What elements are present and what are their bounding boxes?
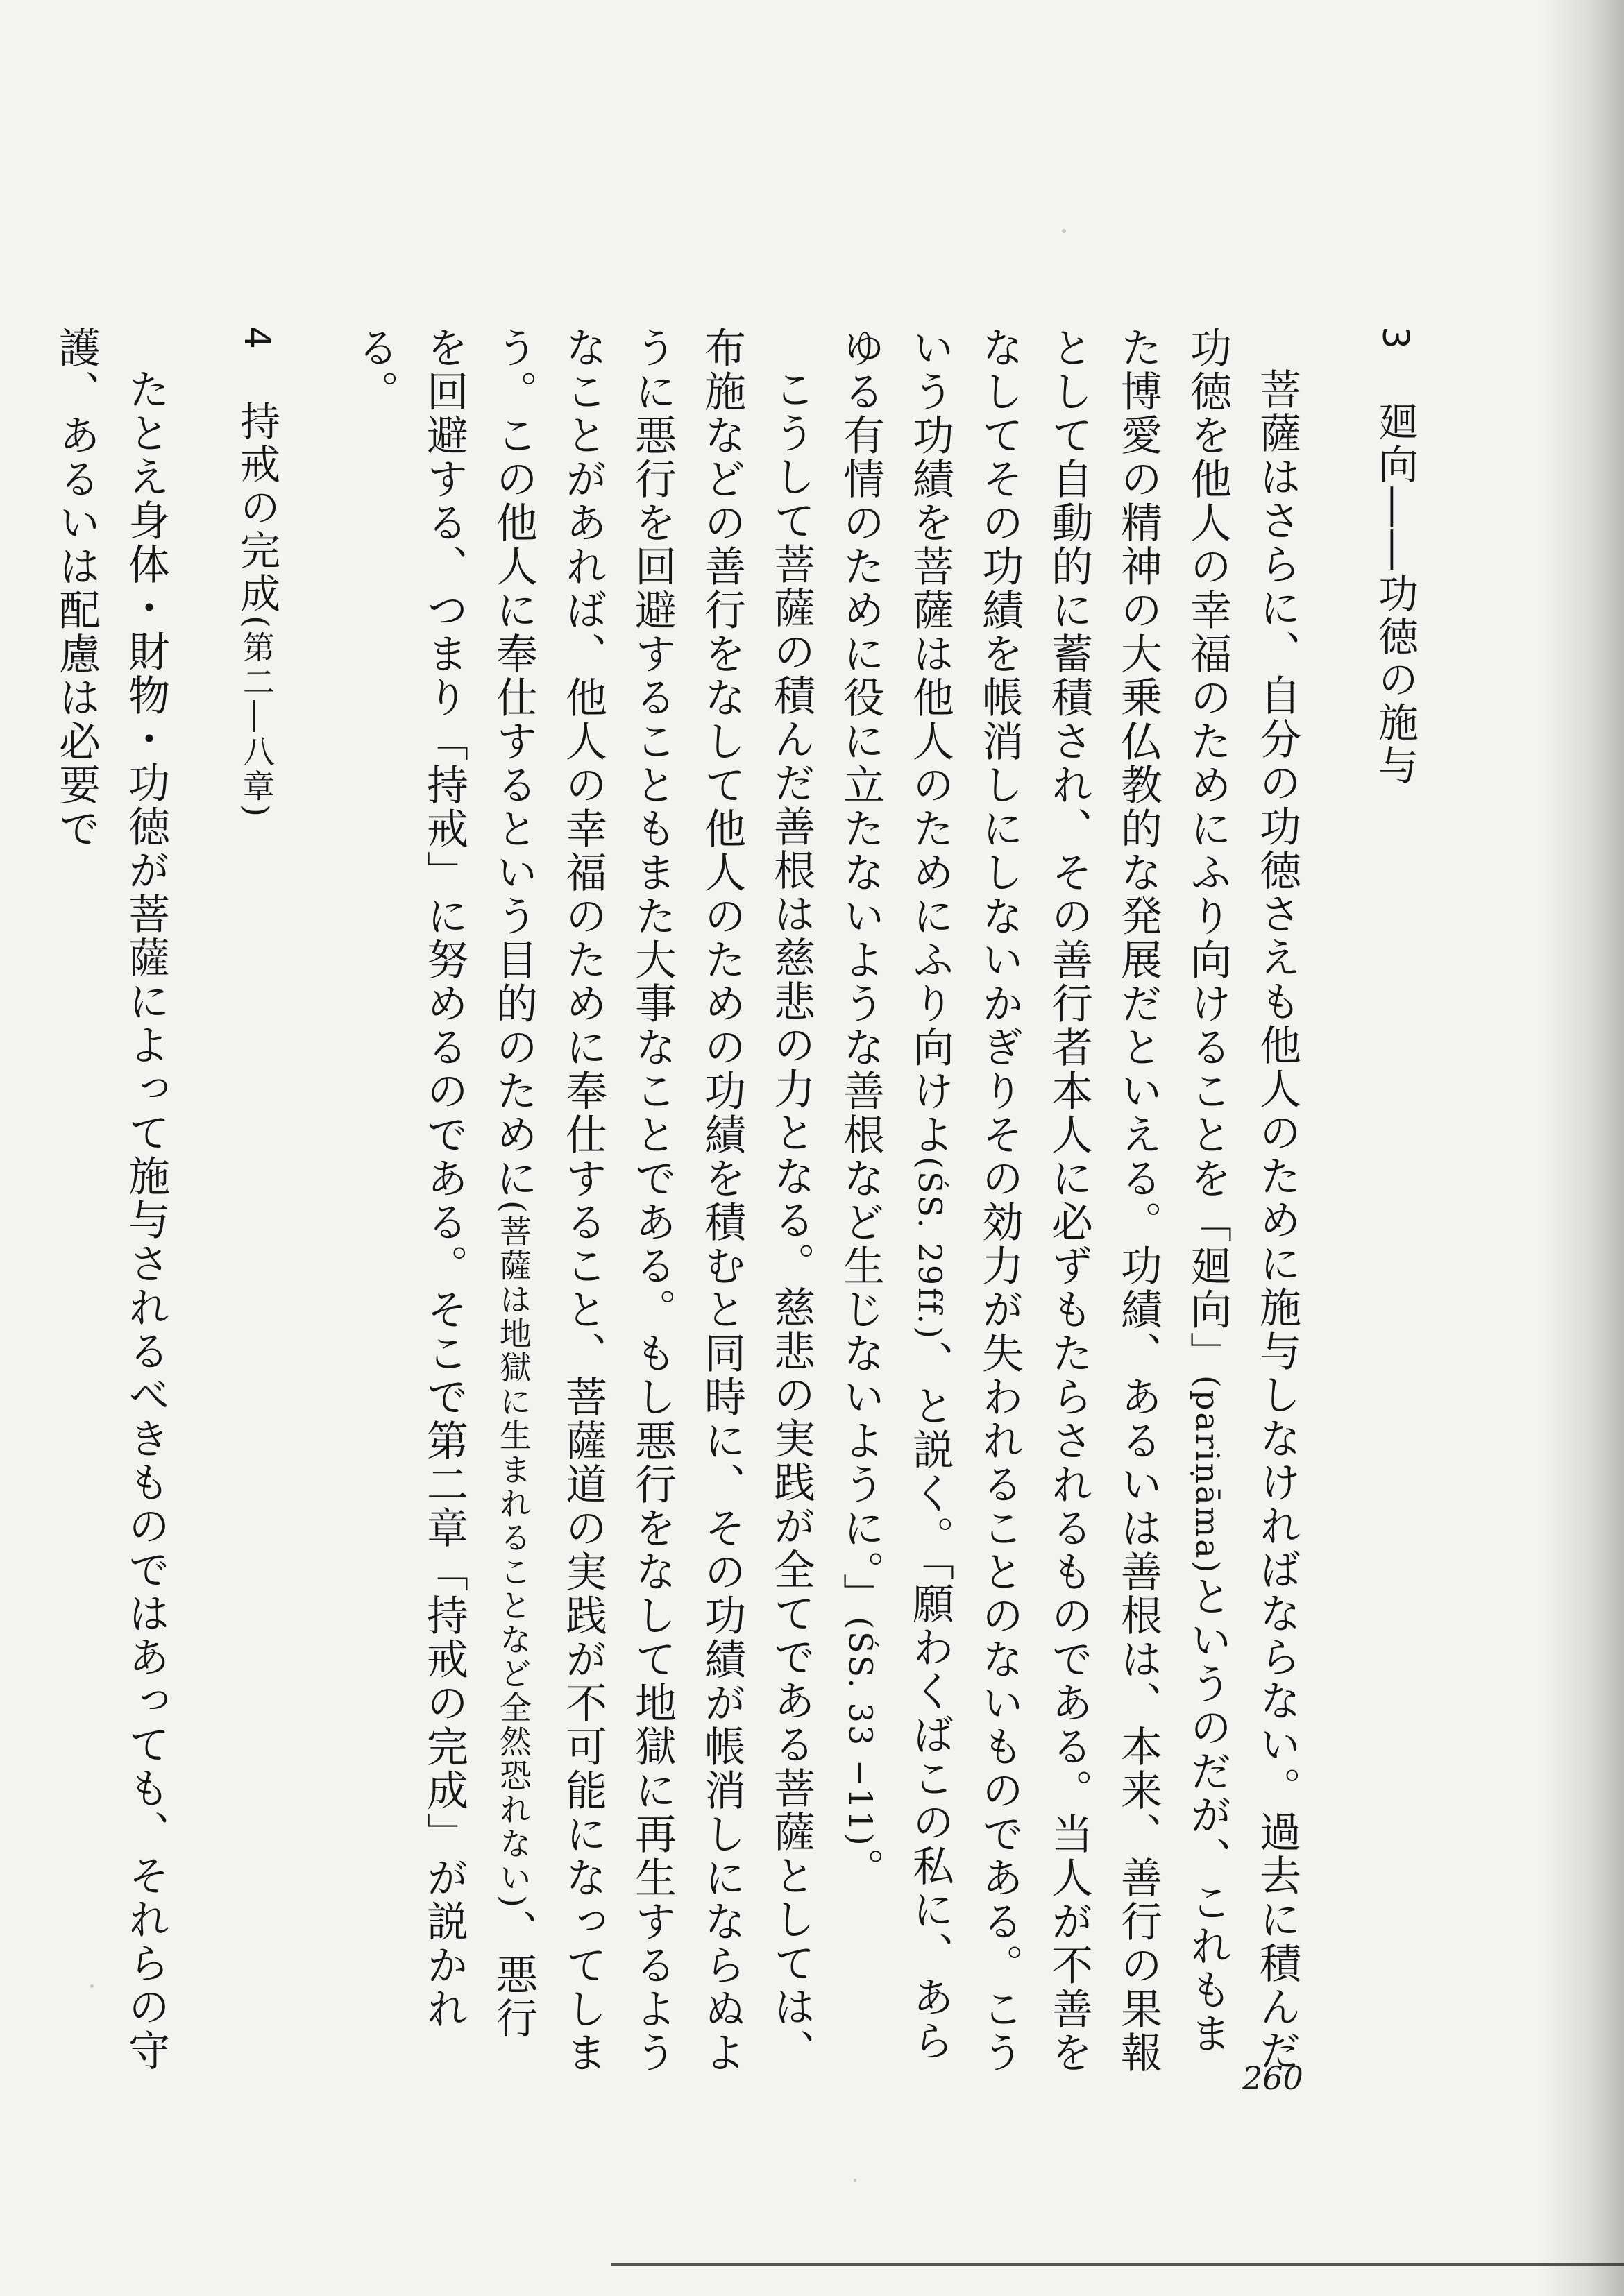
- section-heading-4: [222, 326, 291, 2075]
- sanskrit-term: (pariṇāma): [1189, 1375, 1226, 1575]
- text-run: こうして菩薩の積んだ善根は慈悲の力となる。慈悲の実践が全てである菩薩としては、布施などの善行をなして他人のための功績を積むと同時に、その功績が帳消しにならぬように悪行を回避することもまた大事なことである。もし悪行をなして地獄に再生するようなことがあれば、他人の幸福のために奉仕すること、菩薩道の実践が不可能になってしまう。この他人に奉仕するという目的のために: [489, 326, 815, 2075]
- citation: (ŚS. 29ff.): [911, 1157, 949, 1341]
- scan-speck: [1062, 229, 1066, 233]
- section-title: 持戒の完成: [233, 400, 280, 616]
- section-number: 4: [236, 326, 278, 352]
- bottom-rule: [611, 2263, 1624, 2266]
- parenthetical-note: (菩薩は地獄に生まれることなど全然恐れない): [495, 1200, 532, 1910]
- section-heading-3: [1360, 326, 1430, 2075]
- citation: (ŚS. 33 −11): [842, 1617, 879, 1848]
- chapter-range: (第二―八章): [238, 615, 276, 819]
- text-run: 、と説く。「願わくばこの私に、あらゆる有情のために役に立たないような善根など生じないように。」: [836, 326, 954, 2064]
- scan-speck: [854, 2179, 856, 2182]
- vertical-text-body: [49, 326, 1437, 2075]
- section-number: 3: [1374, 326, 1416, 352]
- text-run: というのだが、これもまた博愛の精神の大乗仏教的な発展だといえる。功績、あるいは善根は、本来、善行の果報として自動的に蓄積され、その善行者本人に必ずもたらされるものである。当人が不善をなしてその功績を帳消しにしないかぎりその効力が失われることのないものである。こういう功績を菩薩は他人のためにふり向けよ: [906, 326, 1232, 2075]
- paragraph: [826, 326, 1312, 2075]
- paragraph: [340, 326, 826, 2075]
- text-run: 菩薩はさらに、自分の功徳さえも他人のために施与しなければならない。過去に積んだ功徳を他人の幸福のためにふり向けることを「廻向」: [1183, 326, 1301, 2073]
- text-run: 、悪行を回避する、つまり「持戒」に努めるのである。そこで第二章「持戒の完成」が説かれる。: [350, 326, 538, 2041]
- text-run: 。: [836, 1847, 885, 1891]
- scan-edge-shadow: [1541, 0, 1624, 2296]
- paragraph: [42, 326, 180, 2075]
- page-number: 260: [1242, 2059, 1303, 2097]
- section-title: 廻向――功徳の施与: [1371, 400, 1419, 788]
- text-run: たとえ身体・財物・功徳が菩薩によって施与されるべきものではあっても、それらの守護、あるいは配慮は必要で: [52, 326, 170, 2073]
